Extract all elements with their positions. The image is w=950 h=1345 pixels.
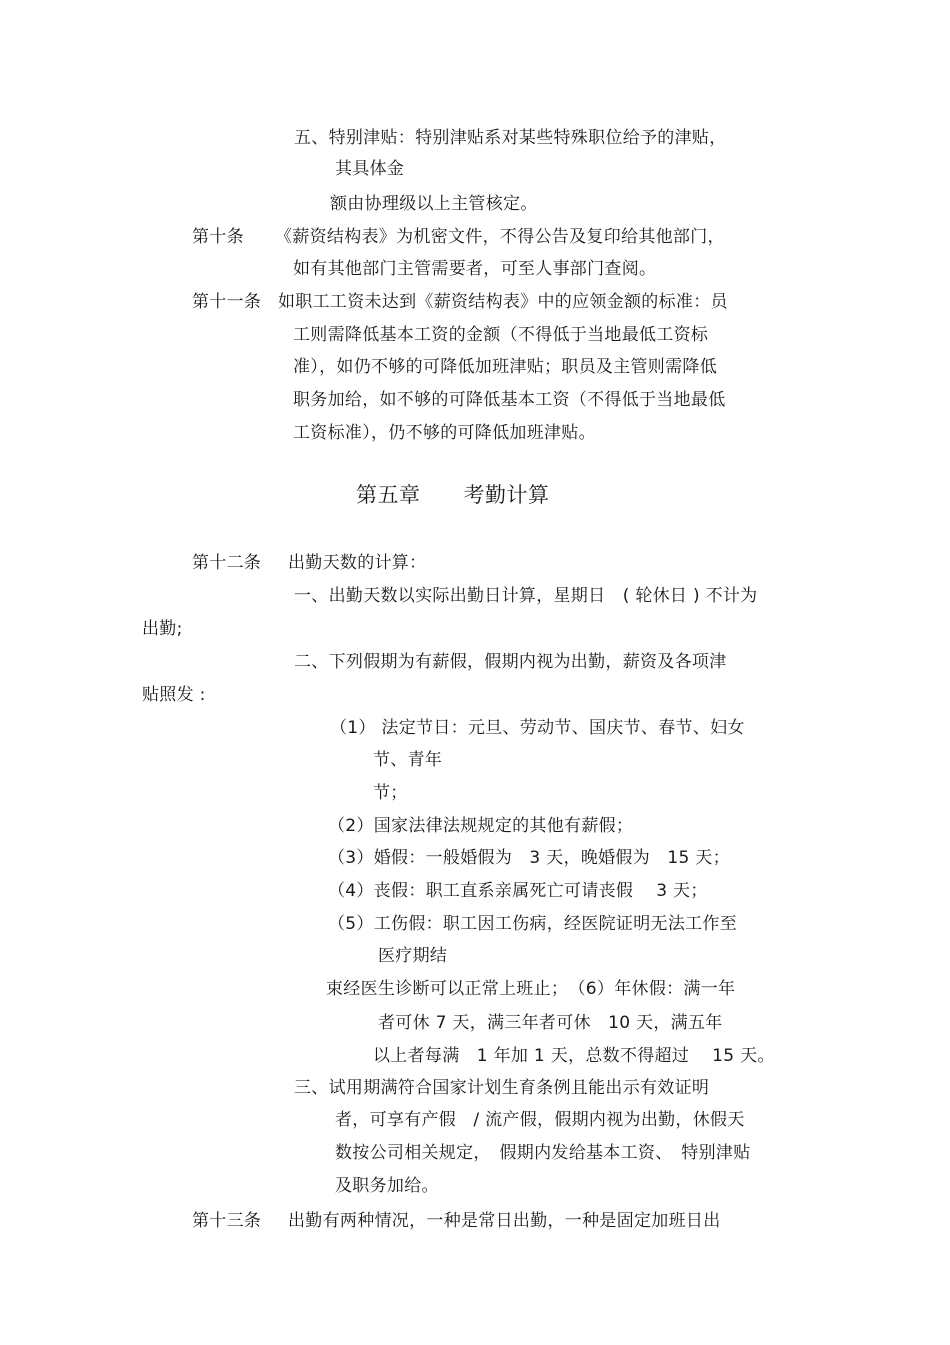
item-one-attendance-days: 一、出勤天数以实际出勤日计算，星期日 ( 轮休日 ) 不计为 — [294, 586, 758, 606]
item-three-maternity: 三、试用期满符合国家计划生育条例且能出示有效证明 — [294, 1078, 710, 1098]
article-13-text: 出勤有两种情况，一种是常日出勤，一种是固定加班日出 — [288, 1211, 721, 1231]
item-two-wrap: 贴照发 : — [142, 685, 206, 705]
article-10-text-2: 如有其他部门主管需要者，可至人事部门查阅。 — [293, 259, 657, 279]
leave-3-marriage: （3）婚假：一般婚假为 3 天，晚婚假为 15 天； — [328, 848, 730, 868]
item-three-continued-3: 及职务加给。 — [335, 1176, 439, 1196]
article-11-text-3: 准），如仍不够的可降低加班津贴；职员及主管则需降低 — [293, 357, 717, 377]
leave-6-continued-2: 以上者每满 1 年加 1 天，总数不得超过 15 天。 — [373, 1046, 775, 1066]
article-12-label: 第十二条 — [192, 553, 262, 573]
item-two-paid-leave: 二、下列假期为有薪假，假期内视为出勤，薪资及各项津 — [294, 652, 727, 672]
article-11-label: 第十一条 — [192, 292, 262, 312]
article-10-text-1: 《薪资结构表》为机密文件，不得公告及复印给其他部门， — [275, 227, 725, 247]
leave-5-continued-1: 医疗期结 — [378, 946, 448, 966]
item-three-continued-1: 者，可享有产假 / 流产假，假期内视为出勤，休假天 — [335, 1110, 745, 1130]
leave-4-bereavement: （4）丧假：职工直系亲属死亡可请丧假 3 天； — [328, 881, 708, 901]
item-five-continued-2: 额由协理级以上主管核定。 — [330, 194, 538, 214]
article-13-label: 第十三条 — [192, 1211, 262, 1231]
leave-1-continued-2: 节； — [373, 783, 408, 803]
leave-5-6-annual: 束经医生诊断可以正常上班止； （6）年休假：满一年 — [326, 979, 736, 999]
leave-1-statutory-holidays: （1） 法定节日：元旦、劳动节、国庆节、春节、妇女 — [330, 718, 745, 738]
leave-5-work-injury: （5）工伤假：职工因工伤病，经医院证明无法工作至 — [328, 914, 738, 934]
article-10-label: 第十条 — [192, 227, 244, 247]
item-one-wrap: 出勤; — [142, 619, 183, 639]
item-five-special-allowance: 五、特别津贴：特别津贴系对某些特殊职位给予的津贴， — [294, 128, 727, 148]
article-11-text-1: 如职工工资未达到《薪资结构表》中的应领金额的标准：员 — [278, 292, 728, 312]
chapter-five-title: 第五章 考勤计算 — [356, 483, 550, 507]
leave-2-other-paid: （2）国家法律法规规定的其他有薪假； — [328, 816, 634, 836]
article-11-text-4: 职务加给，如不够的可降低基本工资（不得低于当地最低 — [293, 390, 726, 410]
item-three-continued-2: 数按公司相关规定， 假期内发给基本工资、 特别津贴 — [335, 1143, 751, 1163]
article-11-text-5: 工资标准），仍不够的可降低加班津贴。 — [293, 423, 596, 443]
article-11-text-2: 工则需降低基本工资的金额（不得低于当地最低工资标 — [293, 325, 709, 345]
leave-6-continued-1: 者可休 7 天，满三年者可休 10 天，满五年 — [378, 1013, 723, 1033]
item-five-continued-1: 其具体金 — [335, 159, 405, 179]
article-12-text: 出勤天数的计算： — [288, 553, 427, 573]
leave-1-continued-1: 节、青年 — [373, 750, 443, 770]
